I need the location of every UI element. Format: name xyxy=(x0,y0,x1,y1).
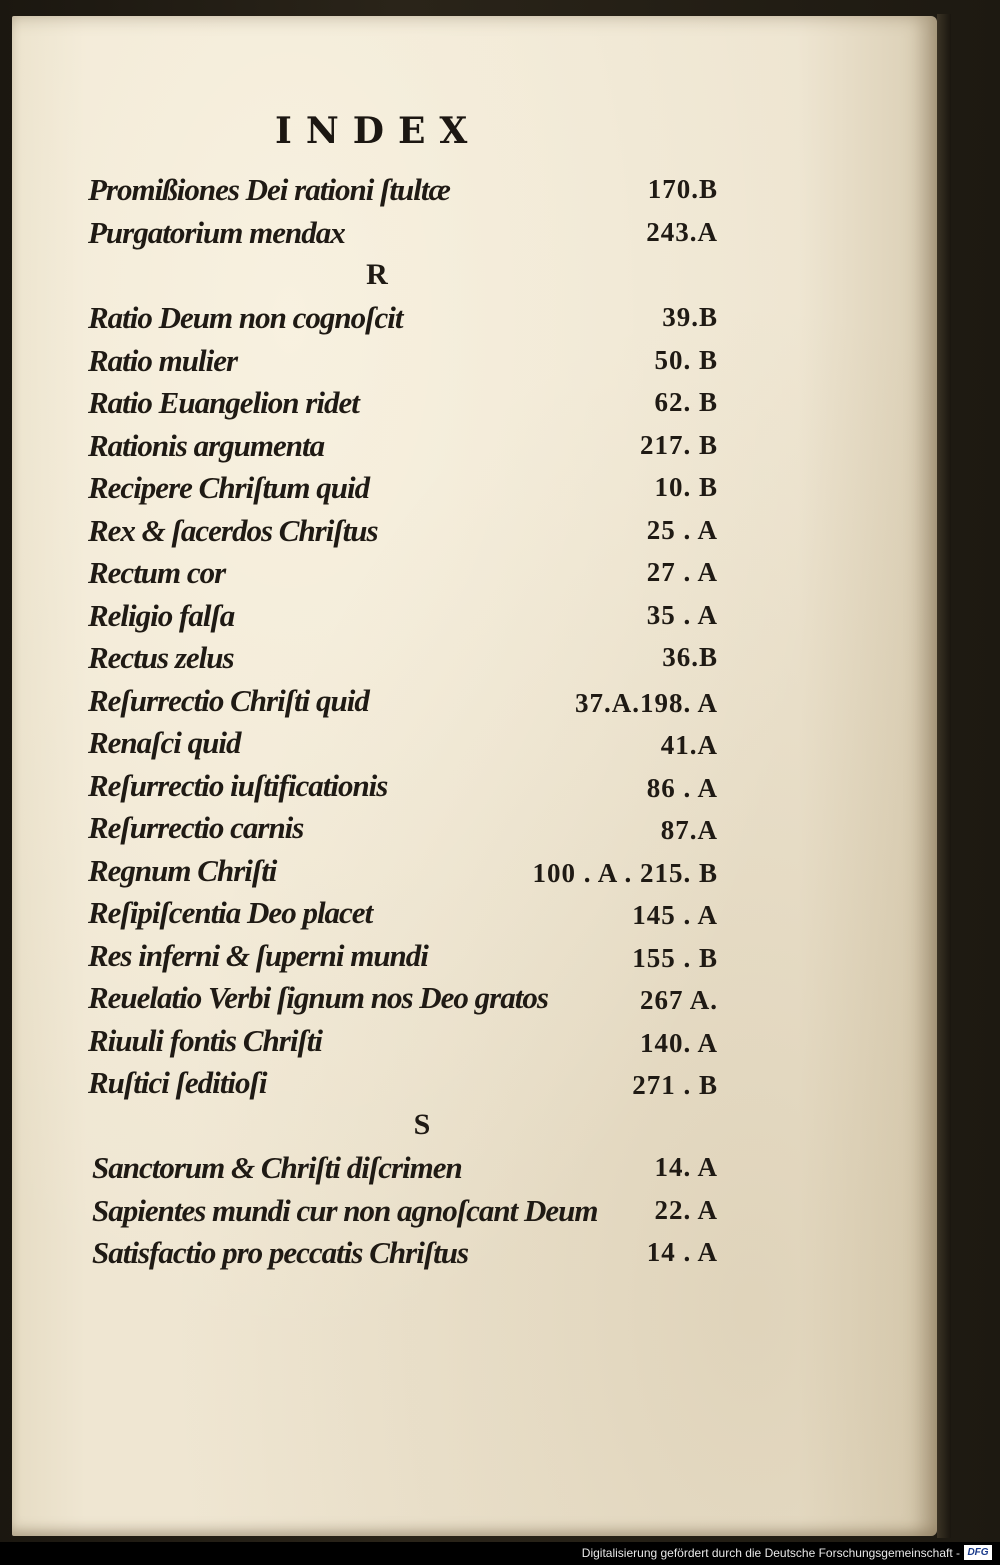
funding-notice: Digitalisierung gefördert durch die Deutsche Forschungsgemeinschaft - xyxy=(581,1546,960,1560)
index-entry-label: Satisfactio pro peccatis Chriſtus xyxy=(92,1235,469,1270)
index-entry-label: Res inferni & ſuperni mundi xyxy=(88,938,428,973)
index-entry-label: Reſurrectio iuſtificationis xyxy=(88,768,388,803)
index-entry-label: Riuuli fontis Chriſti xyxy=(88,1023,322,1058)
index-entry-label: Rationis argumenta xyxy=(88,428,325,463)
index-entry-ref: 62. B xyxy=(654,387,718,417)
index-entry-label: Purgatorium mendax xyxy=(88,215,345,250)
index-entry-label: Recipere Chriſtum quid xyxy=(88,470,370,505)
index-entry-label: Ruſtici ſeditioſi xyxy=(88,1065,267,1100)
index-entry-label: Ratio Deum non cognoſcit xyxy=(88,300,403,335)
index-entry-ref: 14 . A xyxy=(646,1237,718,1267)
index-entry-ref: 37.A.198. A xyxy=(574,688,718,718)
index-entry-ref: 36.B xyxy=(662,642,718,672)
index-entry-ref: 50. B xyxy=(654,345,718,375)
index-entry-ref: 35 . A xyxy=(646,600,718,630)
index-entry-label: Reſurrectio Chriſti quid xyxy=(88,683,369,718)
index-entry-ref: 14. A xyxy=(654,1152,718,1182)
index-entry-ref: 267 A. xyxy=(639,985,718,1015)
index-entry-ref: 86 . A xyxy=(646,773,718,803)
index-entry-ref: 22. A xyxy=(654,1195,718,1225)
index-entry-ref: 25 . A xyxy=(646,515,718,545)
index-entry-label: Reuelatio Verbi ſignum nos Deo gratos xyxy=(88,980,548,1015)
index-entry-ref: 100 . A . 215. B xyxy=(532,858,718,888)
section-letter-r: R xyxy=(366,258,388,291)
index-entry-label: Sapientes mundi cur non agnoſcant Deum xyxy=(92,1193,598,1228)
index-entry-ref: 217. B xyxy=(639,430,718,460)
index-entry-label: Regnum Chriſti xyxy=(88,853,277,888)
index-entry-ref: 39.B xyxy=(662,302,718,332)
index-entry-label: Rectum cor xyxy=(88,555,226,590)
index-entry-label: Reſurrectio carnis xyxy=(88,810,304,845)
index-entry-ref: 155 . B xyxy=(632,943,718,973)
page-heading: INDEX xyxy=(275,110,482,152)
dfg-logo: DFG xyxy=(964,1545,992,1560)
section-letter-s: S xyxy=(413,1108,431,1141)
index-entry-ref: 145 . A xyxy=(632,900,718,930)
index-entry-ref: 10. B xyxy=(654,472,718,502)
index-entry-ref: 87.A xyxy=(660,815,718,845)
index-entry-ref: 27 . A xyxy=(646,557,718,587)
index-entry-label: Ratio Euangelion ridet xyxy=(88,385,359,420)
index-entry-label: Promißiones Dei rationi ſtultæ xyxy=(88,172,450,207)
index-entry-ref: 271 . B xyxy=(632,1070,718,1100)
index-entry-label: Reſipiſcentia Deo placet xyxy=(88,895,373,930)
index-entry-label: Sanctorum & Chriſti diſcrimen xyxy=(92,1150,462,1185)
index-entry-ref: 41.A xyxy=(660,730,718,760)
index-entry-label: Ratio mulier xyxy=(88,343,238,378)
index-entry-ref: 140. A xyxy=(639,1028,718,1058)
index-entry-label: Religio falſa xyxy=(88,598,235,633)
index-entry-ref: 243.A xyxy=(646,217,718,247)
index-entry-label: Rectus zelus xyxy=(88,640,234,675)
index-entry-label: Renaſci quid xyxy=(88,725,241,760)
index-entry-label: Rex & ſacerdos Chriſtus xyxy=(88,513,378,548)
index-entry-ref: 170.B xyxy=(647,174,718,204)
